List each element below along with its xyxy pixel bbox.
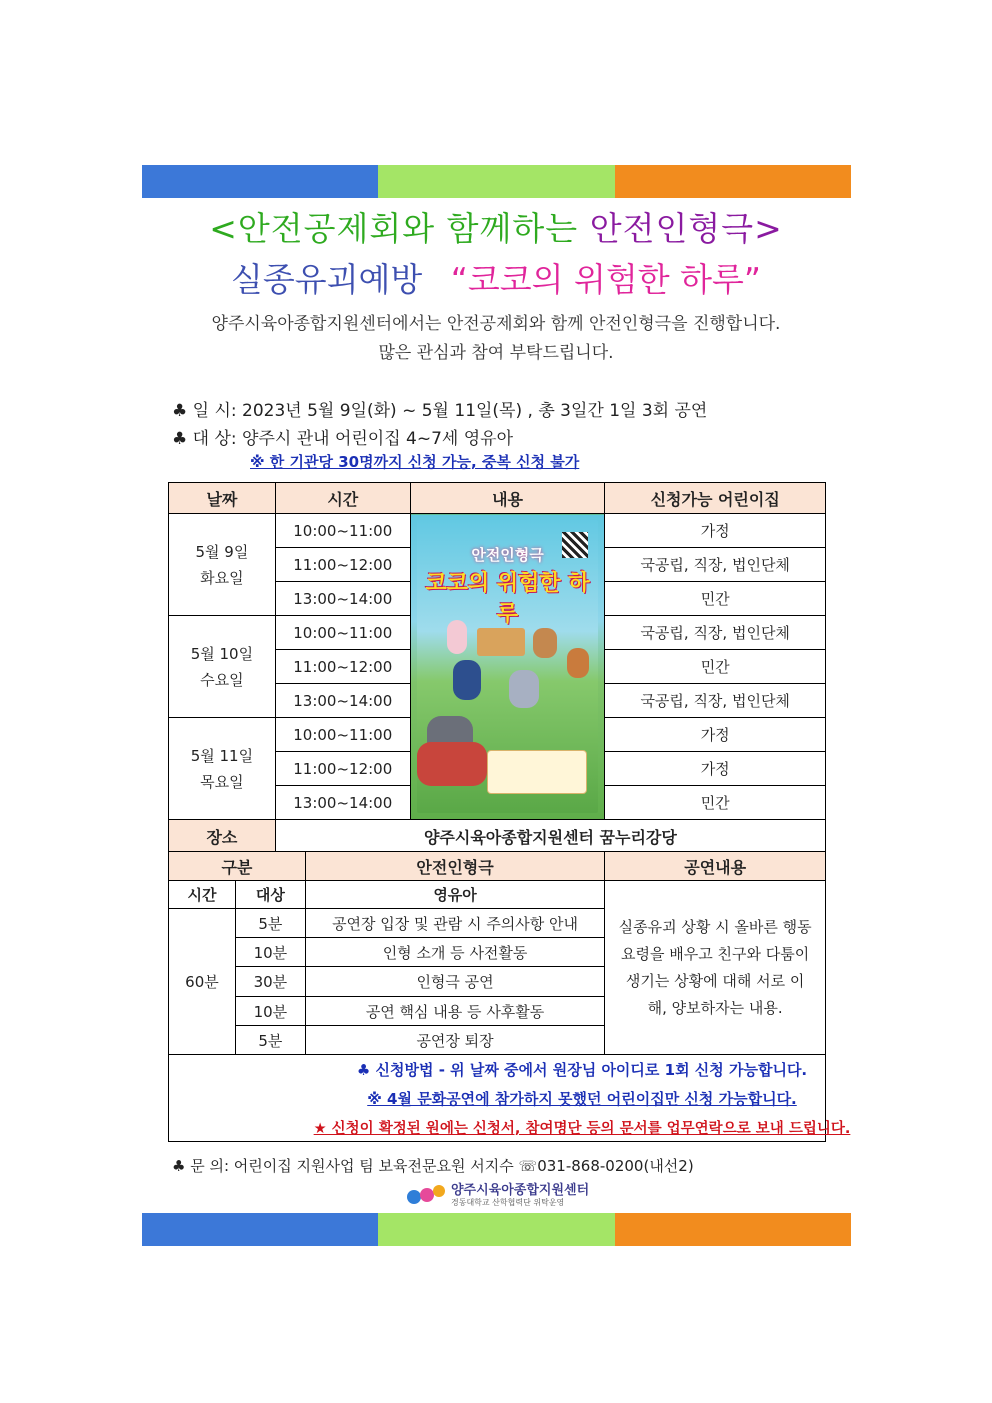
poster-text-box [487, 750, 587, 794]
title-part-3: 실종유괴예방 [231, 260, 433, 299]
day-cell [169, 514, 276, 616]
time-cell: 10:00~11:00 [275, 616, 410, 650]
top-color-bar [142, 165, 851, 198]
title-part-4: “코코의 위험한 하루” [450, 260, 761, 299]
time-cell: 10:00~11:00 [275, 718, 410, 752]
wolf-police-character [453, 660, 481, 700]
bar-green [378, 1213, 614, 1246]
target-value: 영유아 [305, 881, 604, 909]
daycare-cell: 민간 [605, 650, 826, 684]
header-category: 구분 [169, 852, 306, 881]
header-daycare: 신청가능 어린이집 [605, 483, 826, 514]
poster-image [410, 514, 605, 820]
header-target: 대상 [235, 881, 305, 909]
bar-blue [142, 165, 378, 198]
segment-minutes: 5분 [235, 909, 305, 938]
daycare-cell: 국공립, 직장, 법인단체 [605, 616, 826, 650]
time-cell: 13:00~14:00 [275, 786, 410, 820]
daycare-cell: 가정 [605, 514, 826, 548]
time-cell: 10:00~11:00 [275, 514, 410, 548]
daycare-cell: 국공립, 직장, 법인단체 [605, 548, 826, 582]
center-logo [405, 1182, 589, 1208]
time-cell: 11:00~12:00 [275, 650, 410, 684]
time-cell: 11:00~12:00 [275, 548, 410, 582]
time-cell: 13:00~14:00 [275, 684, 410, 718]
contact-info: ♣ 문 의: 어린이집 지원사업 팀 보육전문요원 서지수 ☏031-868-0200(내선2) [172, 1157, 694, 1175]
apply-note: ※ 4월 문화공연에 참가하지 못했던 어린이집만 신청 가능합니다. [367, 1090, 797, 1108]
intro-line-1: 양주시육아종합지원센터에서는 안전공제회와 함께 안전인형극을 진행합니다. [211, 314, 781, 334]
logo-subtitle: 경동대학교 산학협력단 위탁운영 [451, 1197, 565, 1207]
daycare-cell: 민간 [605, 582, 826, 616]
daycare-cell: 민간 [605, 786, 826, 820]
title-line-2 [0, 254, 992, 301]
bar-orange [615, 165, 851, 198]
segment-minutes: 30분 [235, 967, 305, 997]
apply-method: ♣ 신청방법 - 위 날짜 중에서 원장님 아이디로 1회 신청 가능합니다. [356, 1061, 808, 1079]
squirrel-character [567, 648, 589, 678]
day-date: 5월 9일 [195, 542, 249, 561]
segment-minutes: 10분 [235, 938, 305, 967]
title-part-2: 안전인형극> [589, 209, 783, 248]
daycare-cell: 가정 [605, 752, 826, 786]
school-building [477, 628, 525, 656]
day-weekday: 화요일 [200, 568, 244, 587]
confirm-note: ★ 신청이 확정된 원에는 신청서, 참여명단 등의 문서를 업무연락으로 보내 드립니다. [313, 1121, 851, 1137]
poster-subtitle: 안전인형극 [471, 546, 544, 564]
info-target: ♣ 대 상: 양주시 관내 어린이집 4~7세 영유아 [172, 429, 513, 449]
title-part-1: <안전공제회와 함께하는 [209, 209, 590, 248]
place-label: 장소 [169, 820, 276, 853]
segment-description: 공연 핵심 내용 등 사후활동 [305, 997, 604, 1026]
info-date: ♣ 일 시: 2023년 5월 9일(화) ~ 5월 11일(목) , 총 3일간 1일 3회 공연 [172, 401, 708, 421]
title-line-1 [0, 203, 992, 250]
segment-description: 공연장 입장 및 관람 시 주의사항 안내 [305, 909, 604, 938]
header-time: 시간 [169, 881, 236, 909]
header-performance-content: 공연내용 [605, 852, 826, 881]
daycare-cell: 가정 [605, 718, 826, 752]
rabbit-character [447, 620, 467, 654]
day-date: 5월 11일 [190, 746, 254, 765]
day-cell [169, 616, 276, 718]
logo-mark-icon [405, 1182, 447, 1208]
intro-line-2: 많은 관심과 참여 부탁드립니다. [378, 343, 614, 363]
day-date: 5월 10일 [190, 644, 254, 663]
total-time: 60분 [169, 909, 236, 1055]
segment-minutes: 5분 [235, 1026, 305, 1055]
place-value: 양주시육아종합지원센터 꿈누리강당 [275, 820, 825, 853]
bar-blue [142, 1213, 378, 1246]
dog-character [533, 628, 557, 658]
info-note: ※ 한 기관당 30명까지 신청 가능, 중복 신청 불가 [250, 453, 580, 471]
apply-info-cell [169, 1055, 851, 1142]
logo-name: 양주시육아종합지원센터 [451, 1182, 590, 1198]
time-cell: 13:00~14:00 [275, 582, 410, 616]
day-weekday: 목요일 [200, 772, 244, 791]
header-date: 날짜 [169, 483, 276, 514]
daycare-cell: 국공립, 직장, 법인단체 [605, 684, 826, 718]
header-show: 안전인형극 [305, 852, 604, 881]
performance-description: 실종유괴 상황 시 올바른 행동 요령을 배우고 친구와 다툼이 생기는 상황에 대해 서로 이해, 양보하자는 내용. [605, 881, 826, 1055]
elephant-character [509, 670, 539, 708]
header-content: 내용 [410, 483, 605, 514]
schedule-table [168, 482, 826, 853]
segment-description: 인형 소개 등 사전활동 [305, 938, 604, 967]
red-car [417, 742, 487, 786]
day-cell [169, 718, 276, 820]
bar-green [378, 165, 614, 198]
segment-description: 인형극 공연 [305, 967, 604, 997]
day-weekday: 수요일 [200, 670, 244, 689]
segment-minutes: 10분 [235, 997, 305, 1026]
bottom-color-bar [142, 1213, 851, 1246]
segment-description: 공연장 퇴장 [305, 1026, 604, 1055]
header-time: 시간 [275, 483, 410, 514]
program-table [168, 851, 851, 1142]
poster-title: 코코의 위험한 하루 [425, 571, 590, 627]
poster-art [417, 520, 599, 813]
bar-orange [615, 1213, 851, 1246]
time-cell: 11:00~12:00 [275, 752, 410, 786]
